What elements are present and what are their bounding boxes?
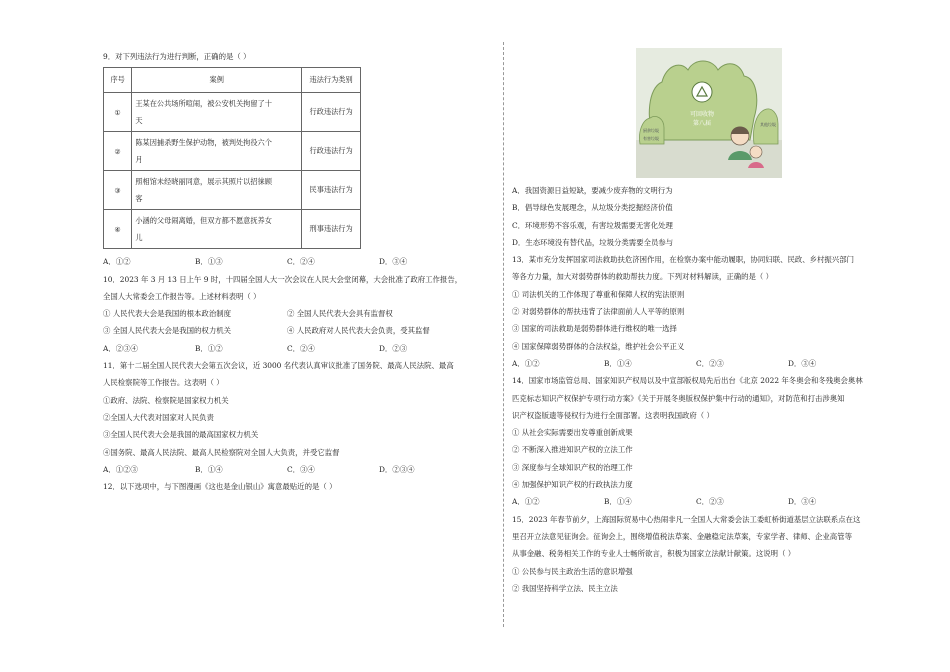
q15-stem-line1: 15．2023 年春节前夕，上海国际贸易中心热闹非凡一全国人大常委会法工委虹桥街道基层立法联系点在这 — [512, 514, 861, 524]
option-c[interactable]: C．②④ — [287, 343, 315, 353]
row-type: 行政违法行为 — [302, 93, 361, 132]
option-d[interactable]: D．②③ — [379, 343, 408, 353]
option-d[interactable]: D．②③④ — [379, 464, 415, 474]
option-a[interactable]: A．①② — [512, 497, 540, 507]
option-b[interactable]: B．①④ — [195, 464, 223, 474]
row-type: 刑事违法行为 — [302, 210, 361, 249]
q12-stem: 12．以下选项中，与下图漫画《这也是金山银山》寓意最贴近的是（ ） — [103, 482, 337, 492]
option-c[interactable]: C．②③ — [696, 358, 724, 368]
header-type: 违法行为类别 — [302, 68, 361, 93]
q10-stem-line2: 全国人大常委会工作报告等。上述材料表明（ ） — [103, 291, 261, 301]
q15-stem-line2: 里召开立法意见征询会。征询会上，围绕增值税法草案、金融稳定法草案，专家学者、律师、企业高管等 — [512, 531, 852, 541]
q11-item-1: ①政府、法院、检察院是国家权力机关 — [103, 395, 229, 405]
q10-items-row1 — [103, 305, 488, 322]
option-b[interactable]: B．①④ — [604, 358, 632, 368]
label-recyclable: 可回收物 — [689, 112, 715, 118]
item-4: ④ 人民政府对人民代表大会负责，受其监督 — [287, 326, 430, 336]
header-case: 案例 — [132, 68, 302, 93]
option-d[interactable]: D．③④ — [788, 497, 817, 507]
q14-stem-line2: 匹克标志知识产权保护专项行动方案》《关于开展冬奥版权保护集中行动的通知》，对防范和打击涉奥知 — [512, 393, 845, 403]
item-1: ① 人民代表大会是我国的根本政治制度 — [103, 309, 231, 319]
option-a[interactable]: A．①②③ — [103, 464, 138, 474]
item-3: ③ 全国人民代表大会是我国的权力机关 — [103, 326, 231, 336]
option-c[interactable]: C．②③ — [696, 497, 724, 507]
q15-item-1: ① 公民参与民主政治生活的意识增强 — [512, 566, 633, 576]
label-eighth: 第八届 — [692, 121, 712, 127]
right-column — [512, 48, 917, 597]
column-divider — [503, 42, 504, 627]
cartoon-image — [636, 48, 782, 178]
q13-stem-line2: 等各方力量，加大对弱势群体的救助帮扶力度。下列对材料解读，正确的是（ ） — [512, 272, 774, 282]
row-number: ② — [104, 132, 132, 171]
q14-stem-line3: 识产权盗版遗等侵权行为进行全面部署。这表明我国政府（ ） — [512, 410, 714, 420]
option-d[interactable]: D．③④ — [379, 257, 408, 267]
q14-item-1: ① 从社会实际需要出发尊重创新成果 — [512, 428, 633, 438]
q12-option-c[interactable]: C．环境形势不容乐观，有害垃圾需要无害化处理 — [512, 220, 673, 230]
q12-option-a[interactable]: A．我国资源日益短缺，要减少废弃物的文明行为 — [512, 186, 673, 195]
item-2: ② 全国人民代表大会具有监督权 — [287, 309, 393, 319]
option-a[interactable]: A．①② — [512, 358, 540, 368]
option-b[interactable]: B．①③ — [195, 257, 223, 267]
row-type: 民事违法行为 — [302, 171, 361, 210]
q12-option-b[interactable]: B．倡导绿色发展理念，从垃圾分类挖掘经济价值 — [512, 203, 673, 213]
q9-options — [103, 253, 488, 270]
option-c[interactable]: C．③④ — [287, 464, 315, 474]
q13-item-2: ② 对弱势群体的帮扶违背了法律面前人人平等的原则 — [512, 307, 685, 317]
option-b[interactable]: B．①② — [195, 343, 223, 353]
q13-options — [512, 355, 917, 372]
row-number: ③ — [104, 171, 132, 210]
option-a[interactable]: A．①② — [103, 257, 131, 267]
option-a[interactable]: A．②③④ — [103, 343, 138, 353]
row-case: 照相馆未经晓丽同意，展示其照片以招徕顾 客 — [132, 171, 302, 210]
q10-stem-line1: 10．2023 年 3 月 13 日上午 9 时，十四届全国人大一次会议在人民大会堂闭幕，大会批准了政府工作报告， — [103, 274, 463, 284]
row-case: 陈某因捕杀野生保护动物，被判处拘役六个 月 — [132, 132, 302, 171]
label-hazard: 有害垃圾 — [643, 136, 659, 141]
q15-stem-line3: 从事金融、税务相关工作的专业人士畅所欲言，积极为国家立法献计献策。这说明（ ） — [512, 549, 796, 559]
q13-item-4: ④ 国家保障弱势群体的合法权益，维护社会公平正义 — [512, 341, 685, 351]
label-kitchen: 厨余垃圾 — [643, 128, 659, 133]
q10-options — [103, 340, 488, 357]
cartoon-illustration — [636, 48, 782, 178]
q11-item-4: ④国务院、最高人民法院、最高人民检察院对全国人大负责，并受它监督 — [103, 447, 340, 457]
q14-item-2: ② 不断深入推进知识产权的立法工作 — [512, 445, 633, 455]
table-header-row — [104, 68, 361, 93]
option-d[interactable]: D．③④ — [788, 358, 817, 368]
row-case: 小涵的父母闹离婚，但双方都不愿意抚养女 儿 — [132, 210, 302, 249]
q11-options — [103, 461, 488, 478]
q11-item-2: ②全国人大代表对国家对人民负责 — [103, 412, 214, 422]
q10-items-row2 — [103, 322, 488, 339]
label-other: 其他垃圾 — [760, 122, 776, 127]
row-number: ① — [104, 93, 132, 132]
q14-stem-line1: 14．国家市场监管总局、国家知识产权局以及中宣部版权局先后出台《北京 2022 年冬奥会和冬残奥会奥林 — [512, 376, 863, 386]
table-row — [104, 93, 361, 132]
option-c[interactable]: C．②④ — [287, 257, 315, 267]
q11-stem-line2: 人民检察院等工作报告。这表明（ ） — [103, 378, 224, 388]
q15-item-2: ② 我国坚持科学立法、民主立法 — [512, 583, 618, 593]
q11-stem-line1: 11．第十二届全国人民代表大会第五次会议，近 3000 名代表认真审议批准了国务院、最高人民法院、最高 — [103, 361, 454, 371]
q12-option-d[interactable]: D．生态环境没有替代品，垃圾分类需要全员参与 — [512, 237, 674, 247]
header-number: 序号 — [104, 68, 132, 93]
q13-item-3: ③ 国家的司法救助是弱势群体进行维权的唯一选择 — [512, 324, 677, 334]
row-case: 王某在公共场所喧闹，被公安机关拘留了十 天 — [132, 93, 302, 132]
q13-stem-line1: 13．某市充分发挥国家司法救助扶危济困作用，在检察办案中能动履职，协同妇联、民政、乡村振兴部门 — [512, 255, 854, 265]
q14-item-4: ④ 加强保护知识产权的行政执法力度 — [512, 480, 633, 490]
left-column — [103, 48, 488, 495]
q13-item-1: ① 司法机关的工作体现了尊重和保障人权的宪法原则 — [512, 289, 685, 299]
row-type: 行政违法行为 — [302, 132, 361, 171]
q9-stem: 9．对下列违法行为进行判断，正确的是（ ） — [103, 52, 251, 61]
q14-options — [512, 493, 917, 510]
table-row — [104, 210, 361, 249]
q11-item-3: ③全国人民代表大会是我国的最高国家权力机关 — [103, 430, 259, 440]
table-row — [104, 171, 361, 210]
q9-case-table — [103, 67, 361, 249]
q14-item-3: ③ 深度参与全球知识产权的治理工作 — [512, 462, 633, 472]
option-b[interactable]: B．①④ — [604, 497, 632, 507]
table-row — [104, 132, 361, 171]
row-number: ④ — [104, 210, 132, 249]
